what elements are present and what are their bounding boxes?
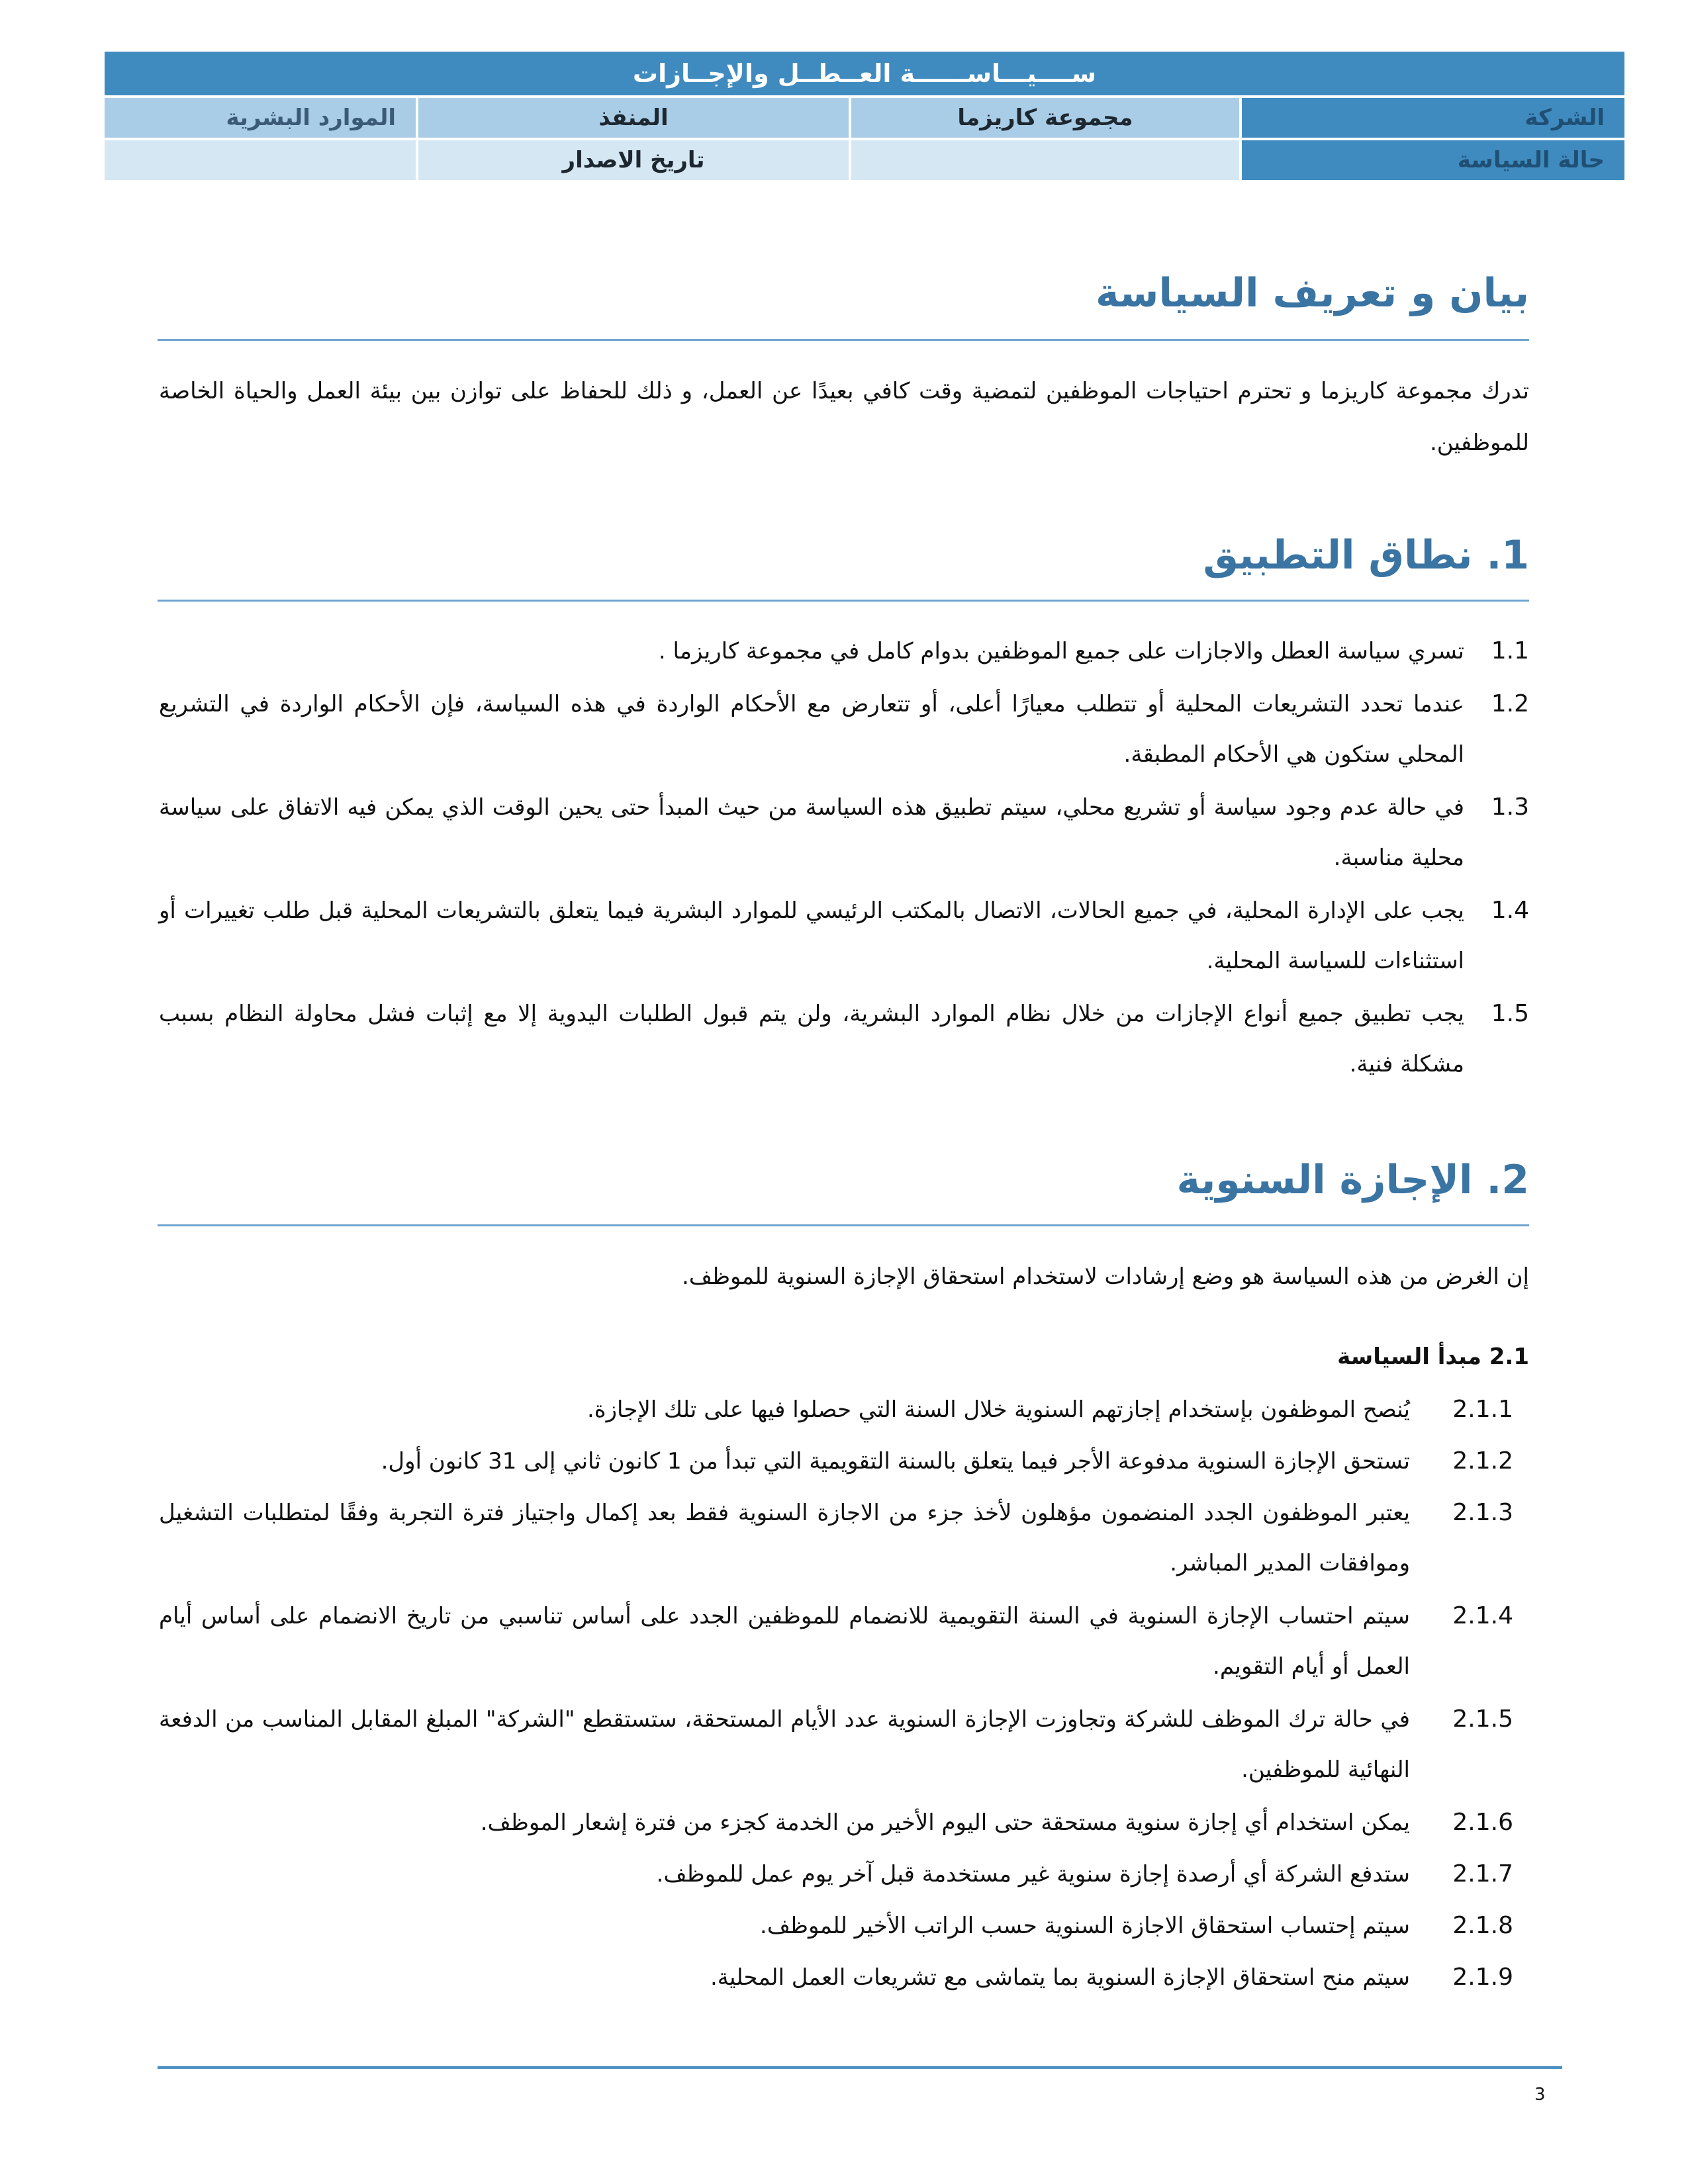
item-number: 1.5 xyxy=(1491,1000,1529,1027)
item-number: 2.1.4 xyxy=(1452,1602,1513,1629)
list-item xyxy=(159,679,1529,780)
list-item xyxy=(159,886,1529,986)
item-number: 2.1.7 xyxy=(1452,1860,1513,1888)
list-item xyxy=(159,1436,1529,1486)
item-text: ستدفع الشركة أي أرصدة إجازة سنوية غير مستخدمة قبل آخر يوم عمل للموظف. xyxy=(656,1861,1410,1888)
item-text: في حالة ترك الموظف للشركة وتجاوزت الإجازة السنوية عدد الأيام المستحقة، ستستقطع "الشركة" المبلغ المقابل المناسب من الدفعة النهائية للموظفين. xyxy=(159,1706,1410,1783)
issue-date-value xyxy=(103,139,417,181)
issue-date-label: تاريخ الاصدار xyxy=(417,139,850,181)
item-number: 2.1.8 xyxy=(1452,1912,1513,1939)
executor-value: الموارد البشرية xyxy=(103,97,417,139)
header-row-status xyxy=(103,139,1626,181)
section2-heading: 2. الإجازة السنوية xyxy=(1176,1157,1529,1203)
section1-heading: 1. نطاق التطبيق xyxy=(1203,532,1529,578)
list-item xyxy=(159,1694,1529,1795)
statement-heading: بيان و تعريف السياسة xyxy=(1096,270,1529,316)
item-text: سيتم منح استحقاق الإجازة السنوية بما يتماشى مع تشريعات العمل المحلية. xyxy=(710,1964,1410,1991)
status-value xyxy=(850,139,1241,181)
statement-text: تدرك مجموعة كاريزما و تحترم احتياجات الموظفين لتمضية وقت كافي بعيدًا عن العمل، و ذلك للحفاظ على توازن بين بيئة العمل والحياة الخاصة للموظفين. xyxy=(159,378,1529,456)
item-number: 2.1.2 xyxy=(1452,1447,1513,1475)
heading-rule xyxy=(158,600,1529,602)
item-number: 1.3 xyxy=(1491,794,1529,821)
subsection-heading: 2.1 مبدأ السياسة xyxy=(1337,1343,1529,1370)
header-row-company xyxy=(103,97,1626,139)
item-text: يجب على الإدارة المحلية، في جميع الحالات، الاتصال بالمكتب الرئيسي للموارد البشرية فيما يتعلق بالتشريعات المحلية قبل طلب تغييرات أو استثناءات للسياسة المحلية. xyxy=(159,897,1464,974)
item-number: 2.1.3 xyxy=(1452,1499,1513,1526)
executor-label: المنفذ xyxy=(417,97,850,139)
section2-intro: إن الغرض من هذه السياسة هو وضع إرشادات لاستخدام استحقاق الإجازة السنوية للموظف. xyxy=(681,1263,1529,1290)
heading-rule xyxy=(158,1224,1529,1226)
policy-header-table xyxy=(103,50,1626,181)
policy-title: ســــيـــاســــــة العــطــل والإجــازات xyxy=(103,50,1626,97)
list-item xyxy=(159,1952,1529,2003)
heading-rule xyxy=(158,339,1529,341)
item-text: سيتم احتساب الإجازة السنوية في السنة التقويمية للانضمام للموظفين الجدد على أساس تناسبي من تاريخ الانضمام على أساس أيام العمل أو أيام التقويم. xyxy=(159,1603,1410,1680)
status-label: حالة السياسة xyxy=(1241,139,1626,181)
page-number: 3 xyxy=(1534,2085,1546,2105)
list-item xyxy=(159,1385,1529,1435)
list-item xyxy=(159,1797,1529,1848)
list-item xyxy=(159,1488,1529,1588)
list-item xyxy=(159,1591,1529,1692)
item-number: 2.1.5 xyxy=(1452,1706,1513,1733)
list-item xyxy=(159,626,1529,676)
item-text: سيتم إحتساب استحقاق الاجازة السنوية حسب الراتب الأخير للموظف. xyxy=(759,1913,1410,1939)
item-number: 1.1 xyxy=(1491,637,1529,664)
item-text: في حالة عدم وجود سياسة أو تشريع محلي، سيتم تطبيق هذه السياسة من حيث المبدأ حتى يحين الوقت الذي يمكن فيه الاتفاق على سياسة محلية مناسبة. xyxy=(159,794,1464,871)
list-item xyxy=(159,782,1529,883)
item-number: 1.2 xyxy=(1491,690,1529,717)
item-text: يمكن استخدام أي إجازة سنوية مستحقة حتى اليوم الأخير من الخدمة كجزء من فترة إشعار الموظف. xyxy=(480,1809,1410,1836)
item-text: عندما تحدد التشريعات المحلية أو تتطلب معيارًا أعلى، أو تتعارض مع الأحكام الواردة في هذه السياسة، فإن الأحكام الواردة في التشريع المحلي ستكون هي الأحكام المطبقة. xyxy=(159,691,1464,768)
item-number: 2.1.1 xyxy=(1452,1396,1513,1423)
item-number: 2.1.9 xyxy=(1452,1964,1513,1991)
item-text: يعتبر الموظفون الجدد المنضمون مؤهلون لأخذ جزء من الاجازة السنوية فقط بعد إكمال واجتياز فترة التجربة وفقًا لمتطلبات التشغيل وموافقات المدير المباشر. xyxy=(159,1500,1410,1576)
footer-rule xyxy=(158,2066,1562,2069)
item-text: تستحق الإجازة السنوية مدفوعة الأجر فيما يتعلق بالسنة التقويمية التي تبدأ من 1 كانون ثاني إلى 31 كانون أول. xyxy=(381,1448,1410,1475)
item-number: 2.1.6 xyxy=(1452,1809,1513,1836)
list-item xyxy=(159,989,1529,1089)
list-item xyxy=(159,1849,1529,1899)
company-label: الشركة xyxy=(1241,97,1626,139)
list-item xyxy=(159,1901,1529,1951)
item-text: يجب تطبيق جميع أنواع الإجازات من خلال نظام الموارد البشرية، ولن يتم قبول الطلبات اليدوية إلا مع إثبات فشل محاولة النظام بسبب مشكلة فنية. xyxy=(159,1001,1464,1077)
item-text: تسري سياسة العطل والاجازات على جميع الموظفين بدوام كامل في مجموعة كاريزما . xyxy=(658,638,1464,664)
item-number: 1.4 xyxy=(1491,897,1529,924)
company-value: مجموعة كاريزما xyxy=(850,97,1241,139)
item-text: يُنصح الموظفون بإستخدام إجازتهم السنوية خلال السنة التي حصلوا فيها على تلك الإجازة. xyxy=(586,1396,1410,1423)
